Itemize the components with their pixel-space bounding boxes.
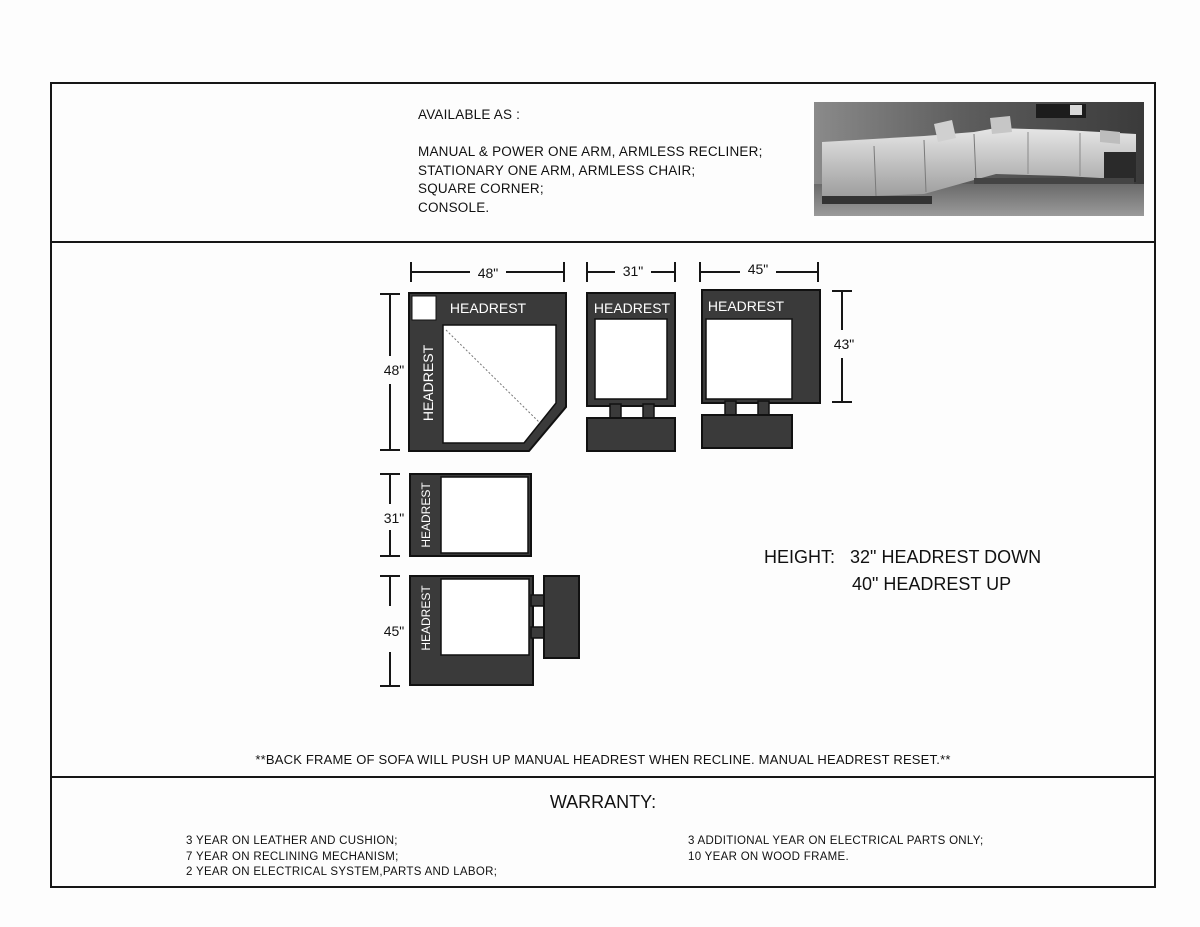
headrest-label: HEADREST bbox=[419, 585, 433, 651]
height-label: HEIGHT: bbox=[764, 547, 836, 567]
square-corner-piece bbox=[409, 293, 566, 451]
dim-label-armless-width: 31" bbox=[622, 263, 644, 279]
armless-chair-piece bbox=[410, 474, 531, 556]
height-up: 40" HEADREST UP bbox=[852, 574, 1012, 594]
availability-line: SQUARE CORNER; bbox=[418, 181, 544, 196]
availability-line: STATIONARY ONE ARM, ARMLESS CHAIR; bbox=[418, 162, 696, 178]
dim-label-armless-side: 31" bbox=[383, 510, 405, 526]
dim-label-onearm-depth: 43" bbox=[833, 336, 855, 352]
headrest-label: HEADREST bbox=[449, 300, 527, 316]
warranty-item: 3 ADDITIONAL YEAR ON ELECTRICAL PARTS ONLY; bbox=[688, 835, 984, 847]
availability-heading: AVAILABLE AS : bbox=[418, 107, 521, 122]
warranty-item: 10 YEAR ON WOOD FRAME. bbox=[688, 850, 850, 863]
headrest-label: HEADREST bbox=[420, 344, 436, 422]
one-arm-recliner-side-piece bbox=[410, 576, 579, 685]
dim-label-onearm-width: 45" bbox=[747, 261, 769, 277]
headrest-label: HEADREST bbox=[707, 298, 785, 314]
warranty-item: 7 YEAR ON RECLINING MECHANISM; bbox=[186, 850, 399, 863]
headrest-note: **BACK FRAME OF SOFA WILL PUSH UP MANUAL HEADREST WHEN RECLINE. MANUAL HEADREST RESET.** bbox=[255, 752, 951, 767]
warranty-item: 3 YEAR ON LEATHER AND CUSHION; bbox=[186, 835, 398, 847]
dim-label-corner-width: 48" bbox=[477, 265, 499, 281]
dim-label-onearm-side: 45" bbox=[383, 623, 405, 639]
availability-line: CONSOLE. bbox=[418, 199, 490, 215]
dim-label-corner-depth: 48" bbox=[383, 362, 405, 378]
availability-line: MANUAL & POWER ONE ARM, ARMLESS RECLINER; bbox=[418, 144, 763, 159]
headrest-label: HEADREST bbox=[419, 482, 433, 548]
one-arm-recliner-piece bbox=[702, 290, 820, 448]
armless-recliner-piece bbox=[587, 293, 675, 451]
warranty-title: WARRANTY: bbox=[549, 792, 657, 812]
warranty-item: 2 YEAR ON ELECTRICAL SYSTEM,PARTS AND LABOR; bbox=[186, 866, 498, 878]
headrest-label: HEADREST bbox=[593, 300, 671, 316]
height-down: 32" HEADREST DOWN bbox=[850, 547, 1042, 567]
